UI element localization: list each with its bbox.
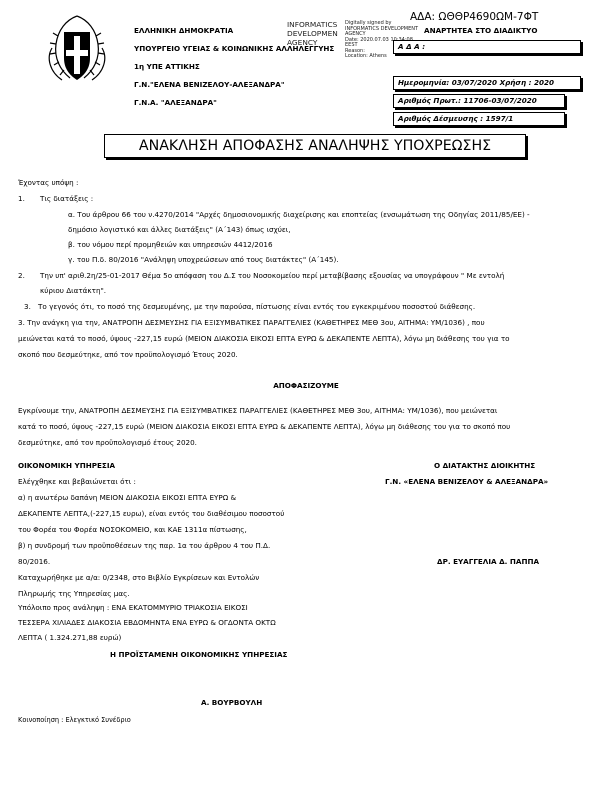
financial-signer-title: Η ΠΡΟΪΣΤΑΜΕΝΗ ΟΙΚΟΝΟΜΙΚΗΣ ΥΠΗΡΕΣΙΑΣ	[110, 650, 288, 659]
sub-item-c: γ. του Π.δ. 80/2016 "Ανάληψη υποχρεώσεων από τους διατάκτες" (Α΄145).	[68, 255, 339, 264]
stamp-detail: Reason:	[345, 47, 365, 54]
header-line-ype: 1η ΥΠΕ ΑΤΤΙΚΗΣ	[134, 62, 200, 71]
header-line-ministry: ΥΠΟΥΡΓΕΙΟ ΥΓΕΙΑΣ & ΚΟΙΝΩΝΙΚΗΣ ΑΛΛΗΛΕΓΓΥΗΣ	[134, 44, 335, 53]
stamp-line: AGENCY	[287, 37, 318, 47]
stamp-detail: Digitally signed by	[345, 20, 392, 26]
financial-line: Υπόλοιπο προς ανάληψη : ΕΝΑ ΕΚΑΤΟΜΜΥΡΙΟ ΤΡΙΑΚΟΣΙΑ ΕΙΚΟΣΙ	[18, 603, 248, 612]
greek-emblem-icon	[36, 10, 118, 92]
signature-stamp	[287, 21, 338, 47]
ada-header: ΑΔΑ: ΩΘΘΡ4690ΩΜ-7ΦΤ	[410, 11, 539, 23]
item-3-text: Το γεγονός ότι, το ποσό της δεσμευμένης, με την παρούσα, πίστωσης είναι εντός του εγκεκριμένου ποσοστού διάθεσης.	[38, 302, 476, 311]
item-4-line3: σκοπό που δεσμεύτηκε, από τον προϋπολογισμό Έτους 2020.	[18, 350, 238, 359]
financial-line: Ελέγχθηκε και βεβαιώνεται ότι :	[18, 477, 136, 486]
approval-line1: Εγκρίνουμε την, ΑΝΑΤΡΟΠΗ ΔΕΣΜΕΥΣΗΣ ΓΙΑ ΕΞΙΣΥΜΒΑΤΙΚΕΣ ΠΑΡΑΓΓΕΛΙΕΣ (ΚΑΘΕΤΗΡΕΣ ΜΕΘ 3ου, ΑΙΤΗΜΑ: ΥΜ/1036), που μειώνεται	[18, 406, 498, 415]
stamp-detail: EEST	[345, 42, 358, 48]
item-1-number: 1.	[18, 194, 25, 203]
header-line-gna: Γ.Ν.Α. "ΑΛΕΞΑΝΔΡΑ"	[134, 98, 217, 107]
document-title-text: ΑΝΑΚΛΗΣΗ ΑΠΟΦΑΣΗΣ ΑΝΑΛΗΨΗΣ ΥΠΟΧΡΕΩΣΗΣ	[138, 138, 492, 154]
date-box-label: Ημερομηνία: 03/07/2020 Χρήση : 2020	[398, 78, 554, 87]
administrator-heading: Ο ΔΙΑΤΑΚΤΗΣ ΔΙΟΙΚΗΤΗΣ	[434, 461, 536, 470]
header-line-republic: ΕΛΛΗΝΙΚΗ ΔΗΜΟΚΡΑΤΙΑ	[134, 26, 234, 35]
protocol-box-label: Αριθμός Πρωτ.: 11706-03/07/2020	[398, 96, 537, 105]
stamp-line: DEVELOPMEN	[287, 28, 338, 38]
financial-line: α) η ανωτέρω δαπάνη ΜΕΙΟΝ ΔΙΑΚΟΣΙΑ ΕΙΚΟΣΙ ΕΠΤΑ ΕΥΡΩ &	[18, 493, 237, 502]
sub-item-b: β. του νόμου περί προμηθειών και υπηρεσιών 4412/2016	[68, 240, 273, 249]
sub-item-a-line2: δημόσιο λογιστικό και άλλες διατάξεις" (Α΄143) όπως ισχύει,	[68, 225, 291, 234]
financial-line: Καταχωρήθηκε με α/α: 0/2348, στο Βιβλίο Εγκρίσεων και Εντολών	[18, 573, 260, 582]
item-4-line2: μειώνεται κατά το ποσό, ύψους -227,15 ευρώ (ΜΕΙΟΝ ΔΙΑΚΟΣΙΑ ΕΙΚΟΣΙ ΕΠΤΑ ΕΥΡΩ & ΔΕΚΑΠΕΝΤΕ ΛΕΠΤΑ), λόγω μη διάθεσης του για το	[18, 334, 510, 343]
protocol-box	[393, 94, 565, 108]
item-2-line1: Την υπ' αριθ.2η/25-01-2017 Θέμα 5ο απόφαση του Δ.Σ του Νοσοκομείου περί μεταβίβασης εξουσίας να υπογράφουν " Με εντολή	[40, 271, 505, 280]
ada-box	[393, 40, 581, 54]
financial-service-heading: ΟΙΚΟΝΟΜΙΚΗ ΥΠΗΡΕΣΙΑ	[18, 461, 116, 470]
financial-line: του Φορέα του Φορέα ΝΟΣΟΚΟΜΕΙΟ, και ΚΑΕ 1311α πίστωσης,	[18, 525, 247, 534]
item-2-line2: κύριου Διατάκτη".	[40, 286, 107, 295]
stamp-line: INFORMATICS	[287, 20, 338, 29]
date-box	[393, 76, 581, 90]
financial-line: 80/2016.	[18, 557, 51, 566]
financial-line: β) η συνδρομή των προϋποθέσεων της παρ. 1α του άρθρου 4 του Π.Δ.	[18, 541, 271, 550]
commitment-box	[393, 112, 565, 126]
intro-text: Έχοντας υπόψη :	[18, 178, 79, 187]
ada-box-label: Α Δ Α :	[398, 42, 426, 51]
financial-line: ΛΕΠΤΑ ( 1.324.271,88 ευρώ)	[18, 633, 122, 642]
posting-label: ΑΝΑΡΤΗΤΕΑ ΣΤΟ ΔΙΑΔΙΚΤΥΟ	[424, 26, 538, 35]
stamp-detail: INFORMATICS DEVELOPMENT	[345, 25, 419, 32]
stamp-detail: Date: 2020.07.03 10:34:08	[345, 36, 413, 43]
approval-line3: δεσμεύτηκε, από τον προϋπολογισμό έτους 2020.	[18, 438, 197, 447]
stamp-detail: AGENCY	[345, 31, 366, 37]
commitment-box-label: Αριθμός Δέσμευσης : 1597/1	[398, 114, 514, 123]
item-1-text: Τις διατάξεις :	[40, 194, 94, 203]
item-4-line1: 3. Την ανάγκη για την, ΑΝΑΤΡΟΠΗ ΔΕΣΜΕΥΣΗΣ ΓΙΑ ΕΞΙΣΥΜΒΑΤΙΚΕΣ ΠΑΡΑΓΓΕΛΙΕΣ (ΚΑΘΕΤΗΡΕΣ ΜΕΘ 3ου, ΑΙΤΗΜΑ: ΥΜ/1036) , που	[18, 318, 485, 327]
administrator-org: Γ.Ν. «ΕΛΕΝΑ ΒΕΝΙΖΕΛΟΥ & ΑΛΕΞΑΝΔΡΑ»	[385, 477, 549, 486]
item-2-number: 2.	[18, 271, 25, 280]
decision-heading-text: ΑΠΟΦΑΣΙΖΟΥΜΕ	[273, 381, 339, 390]
financial-line: Πληρωμής της Υπηρεσίας μας.	[18, 589, 130, 598]
decision-heading	[0, 380, 612, 392]
stamp-detail: Location: Athens	[345, 53, 387, 59]
sub-item-a-line1: α. Του άρθρου 66 του ν.4270/2014 "Αρχές δημοσιονομικής διαχείρισης και εποπτείας (ενσωμάτωση της Οδηγίας 2011/85/ΕΕ) -	[68, 210, 530, 219]
approval-line2: κατά το ποσό, ύψους -227,15 ευρώ (ΜΕΙΟΝ ΔΙΑΚΟΣΙΑ ΕΙΚΟΣΙ ΕΠΤΑ ΕΥΡΩ & ΔΕΚΑΠΕΝΤΕ ΛΕΠΤΑ), λόγω μη διάθεσης του για το σκοπό που	[18, 422, 511, 431]
header-line-hospital: Γ.Ν."ΕΛΕΝΑ ΒΕΝΙΖΕΛΟΥ-ΑΛΕΞΑΝΔΡΑ"	[134, 80, 285, 89]
financial-signer-name: Α. ΒΟΥΡΒΟΥΛΗ	[201, 698, 263, 707]
document-title	[104, 134, 526, 158]
footer-notification: Κοινοποίηση : Ελεγκτικό Συνέδριο	[18, 716, 131, 724]
financial-line: ΤΕΣΣΕΡΑ ΧΙΛΙΑΔΕΣ ΔΙΑΚΟΣΙΑ ΕΒΔΟΜΗΝΤΑ ΕΝΑ ΕΥΡΩ & ΟΓΔΟΝΤΑ ΟΚΤΩ	[18, 618, 276, 627]
financial-line: ΔΕΚΑΠΕΝΤΕ ΛΕΠΤΑ,(-227,15 ευρω), είναι εντός του διαθέσιμου ποσοστού	[18, 509, 285, 518]
item-3-number: 3.	[24, 302, 31, 311]
administrator-name: ΔΡ. ΕΥΑΓΓΕΛΙΑ Δ. ΠΑΠΠΑ	[437, 557, 540, 566]
